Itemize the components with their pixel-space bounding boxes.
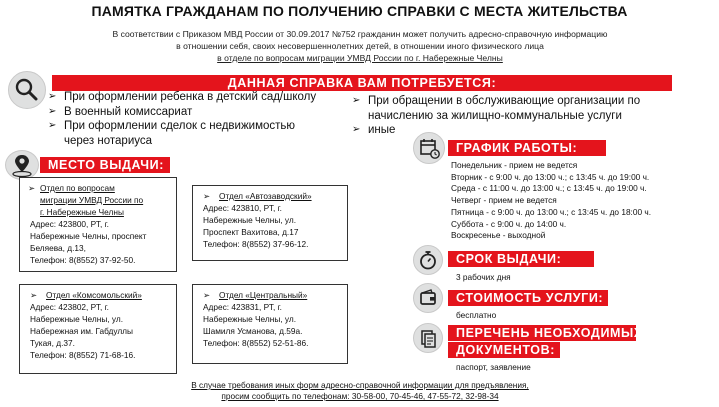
docs-header-line-2: ДОКУМЕНТОВ: [448, 342, 560, 358]
office-name: ➢ Отдел «Центральный» [203, 290, 308, 300]
footer-note [80, 380, 640, 402]
intro-line-3: в отделе по вопросам миграции УМВД России по г. Набережные Челны [217, 53, 503, 63]
schedule-line: Суббота - с 9:00 ч. до 14:00 ч. [451, 218, 567, 229]
list-item: ➢ иные [352, 124, 396, 136]
list-item-continued: через нотариуса [64, 134, 153, 147]
footer-line-2: просим сообщить по телефонам: 30-58-00, 70-45-46, 47-55-72, 32-98-34 [221, 391, 499, 401]
arrow-bullet-icon: ➢ [30, 290, 37, 300]
list-item: ➢ При оформлении ребенка в детский сад/школу [48, 91, 317, 103]
list-item-continued: начислению за жилищно-коммунальные услуги [368, 109, 622, 122]
office-card-tsentralny: ➢ Отдел «Центральный» Адрес: 423831, РТ, г. Набережные Челны, ул. Шамиля Усманова, д.59а. Телефон: 8(8552) 52-51-86. [192, 284, 348, 364]
list-item: ➢ При обращении в обслуживающие организации по [352, 95, 641, 107]
intro-text [40, 28, 680, 64]
needed-list-right [352, 94, 692, 138]
arrow-bullet-icon: ➢ [48, 105, 57, 117]
wallet-icon [413, 283, 443, 313]
office-name: ➢ Отдел по вопросам миграции УМВД России по г. Набережные Челны [28, 183, 144, 217]
search-icon [8, 71, 46, 109]
office-card-avtozavodsky: ➢ Отдел «Автозаводский» Адрес: 423810, РТ, г. Набережные Челны, ул. Проспект Вахитова, д.17 Телефон: 8(8552) 37-96-12. [192, 185, 348, 261]
office-name: ➢ Отдел «Автозаводский» [203, 191, 312, 201]
docs-value: паспорт, заявление [456, 362, 531, 372]
arrow-bullet-icon: ➢ [28, 183, 35, 193]
office-name: ➢ Отдел «Комсомольский» [30, 290, 142, 300]
place-header: МЕСТО ВЫДАЧИ: [40, 157, 170, 173]
term-value: 3 рабочих дня [456, 272, 511, 282]
list-item: ➢ В военный комиссариат [48, 105, 193, 118]
arrow-bullet-icon: ➢ [352, 124, 361, 135]
arrow-bullet-icon: ➢ [203, 191, 210, 201]
arrow-bullet-icon: ➢ [48, 91, 57, 102]
term-header: СРОК ВЫДАЧИ: [448, 251, 594, 267]
schedule-line: Пятница - с 9:00 ч. до 13:00 ч.; с 13:45 ч. до 18:00 ч. [451, 206, 652, 217]
cost-value: бесплатно [456, 310, 497, 320]
documents-icon [413, 323, 443, 353]
docs-header [448, 325, 643, 358]
schedule-line: Воскресенье - выходной [451, 230, 546, 241]
cost-header: СТОИМОСТЬ УСЛУГИ: [448, 290, 608, 306]
schedule-line: Четверг - прием не ведется [451, 195, 557, 206]
schedule-line: Вторник - с 9:00 ч. до 13:00 ч.; с 13:45 ч. до 19:00 ч. [451, 171, 650, 182]
arrow-bullet-icon: ➢ [48, 120, 57, 131]
arrow-bullet-icon: ➢ [352, 95, 361, 106]
needed-list-left [48, 90, 361, 148]
office-card-komsomolsky: ➢ Отдел «Комсомольский» Адрес: 423802, РТ, г. Набережные Челны, ул. Набережная им. Габдуллы Тукая, д.37. Телефон: 8(8552) 71-68-16. [19, 284, 177, 374]
office-card-umvd: ➢ Отдел по вопросам миграции УМВД России по г. Набережные Челны Адрес: 423800, РТ, г. Набережные Челны, проспект Беляева, д.13, Телефон: 8(8552) 37-92-50. [19, 177, 177, 272]
schedule-list [451, 160, 711, 242]
schedule-line: Понедельник - прием не ведется [451, 160, 578, 170]
docs-header-line-1: ПЕРЕЧЕНЬ НЕОБХОДИМЫХ [448, 325, 636, 341]
arrow-bullet-icon: ➢ [203, 290, 210, 300]
calendar-icon [413, 132, 445, 164]
needed-header: ДАННАЯ СПРАВКА ВАМ ПОТРЕБУЕТСЯ: [52, 75, 672, 91]
page-title: ПАМЯТКА ГРАЖДАНАМ ПО ПОЛУЧЕНИЮ СПРАВКИ С МЕСТА ЖИТЕЛЬСТВА [91, 3, 628, 19]
schedule-header: ГРАФИК РАБОТЫ: [448, 140, 606, 156]
stopwatch-icon [413, 245, 443, 275]
schedule-line: Среда - с 11:00 ч. до 13:00 ч.; с 13:45 ч. до 19:00 ч. [451, 183, 647, 194]
footer-line-1: В случае требования иных форм адресно-справочной информации для предъявления, [191, 380, 529, 390]
map-pin-icon [5, 150, 39, 180]
intro-line-1: В соответствии с Приказом МВД России от 30.09.2017 №752 гражданин может получить адресно-справочную информацию [112, 29, 608, 39]
list-item: ➢ При оформлении сделок с недвижимостью [48, 120, 296, 132]
intro-line-2: в отношении себя, своих несовершеннолетних детей, в отношении иного физического лица [176, 41, 544, 51]
